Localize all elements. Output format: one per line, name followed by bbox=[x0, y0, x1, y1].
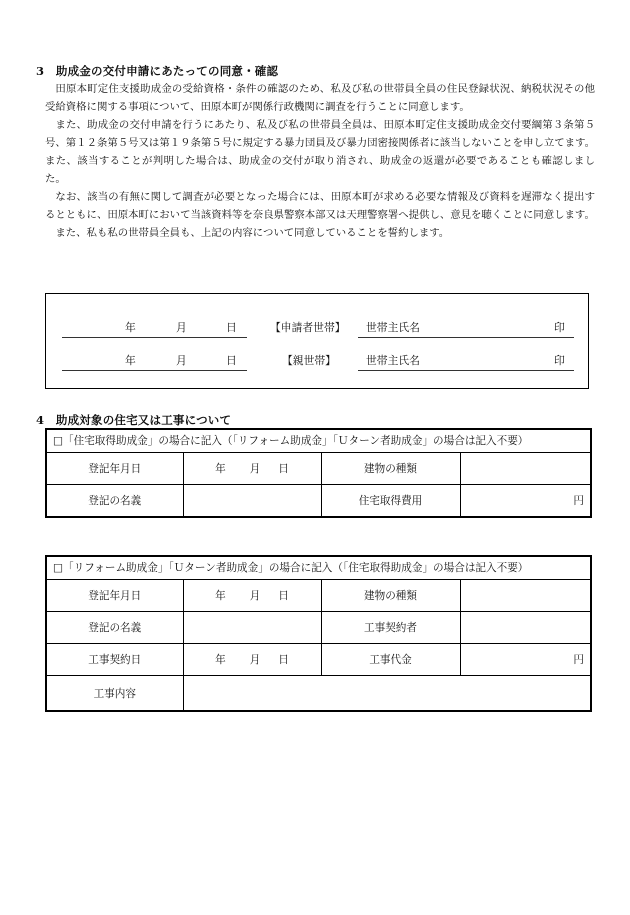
parent-month: 月 bbox=[176, 354, 187, 367]
parent-household-label: 【親世帯】 bbox=[282, 354, 336, 367]
month-label: 月 bbox=[249, 590, 261, 602]
acquisition-cost-label: 住宅取得費用 bbox=[321, 485, 460, 518]
registration-name-field[interactable] bbox=[183, 485, 321, 518]
registration-name-label: 登記の名義 bbox=[46, 485, 183, 518]
building-type-label: 建物の種類 bbox=[321, 580, 460, 612]
housing-acquisition-table bbox=[45, 428, 592, 518]
construction-cost-field[interactable] bbox=[460, 644, 591, 676]
parent-year: 年 bbox=[125, 354, 136, 367]
day-label: 日 bbox=[278, 654, 289, 666]
applicant-signature-row bbox=[62, 316, 574, 338]
yen-unit: 円 bbox=[573, 654, 585, 666]
contract-date-field[interactable] bbox=[183, 644, 321, 676]
day-label: 日 bbox=[278, 463, 289, 475]
parent-seal: 印 bbox=[554, 354, 565, 367]
applicant-seal: 印 bbox=[554, 321, 565, 334]
registration-date-field[interactable] bbox=[183, 580, 321, 612]
signature-box bbox=[45, 293, 589, 389]
parent-name-line[interactable] bbox=[358, 370, 574, 371]
building-type-label: 建物の種類 bbox=[321, 453, 460, 485]
section3-body bbox=[45, 80, 595, 242]
registration-date-field[interactable] bbox=[183, 453, 321, 485]
consent-paragraph-4: また、私も私の世帯員全員も、上記の内容について同意していることを誓約します。 bbox=[55, 227, 450, 239]
contractor-label: 工事契約者 bbox=[321, 612, 460, 644]
registration-date-label: 登記年月日 bbox=[46, 453, 183, 485]
contractor-field[interactable] bbox=[460, 612, 591, 644]
construction-cost-label: 工事代金 bbox=[321, 644, 460, 676]
parent-signature-row bbox=[62, 349, 574, 371]
registration-name-label: 登記の名義 bbox=[46, 612, 183, 644]
acquisition-cost-field[interactable] bbox=[460, 485, 591, 518]
registration-name-field[interactable] bbox=[183, 612, 321, 644]
year-label: 年 bbox=[215, 654, 226, 666]
applicant-day: 日 bbox=[226, 321, 237, 334]
applicant-date-line[interactable] bbox=[62, 337, 247, 338]
consent-paragraph-2: また、助成金の交付申請を行うにあたり、私及び私の世帯員全員は、田原本町定住支援助成金交付要綱第３条第５号、第１２条第５号又は第１９条第５号に規定する暴力団員及び暴力団密接関係者に該当しないことを申し立てます。また、該当することが判明した場合は、助成金の交付が取り消され、助成金の返還が必要であることも確認しました。 bbox=[45, 119, 595, 185]
month-label: 月 bbox=[249, 654, 261, 666]
yen-unit: 円 bbox=[573, 495, 585, 507]
applicant-month: 月 bbox=[176, 321, 187, 334]
month-label: 月 bbox=[249, 463, 261, 475]
applicant-year: 年 bbox=[125, 321, 136, 334]
year-label: 年 bbox=[215, 463, 226, 475]
consent-paragraph-3: なお、該当の有無に関して調査が必要となった場合には、田原本町が求める必要な情報及び資料を遅滞なく提出するとともに、田原本町において当該資料等を奈良県警察本部又は天理警察署へ提供し、意見を聴くことに同意します。 bbox=[45, 191, 595, 221]
building-type-field[interactable] bbox=[460, 453, 591, 485]
reform-uturn-table bbox=[45, 555, 592, 712]
section3-heading: 3 助成金の交付申請にあたっての同意・確認 bbox=[36, 64, 279, 78]
consent-paragraph-1: 田原本町定住支援助成金の受給資格・条件の確認のため、私及び私の世帯員全員の住民登録状況、納税状況その他受給資格に関する事項について、田原本町が関係行政機関に調査を行うことに同意します。 bbox=[45, 83, 595, 113]
building-type-field[interactable] bbox=[460, 580, 591, 612]
applicant-household-label: 【申請者世帯】 bbox=[270, 321, 346, 334]
construction-content-field[interactable] bbox=[183, 676, 591, 712]
construction-content-label: 工事内容 bbox=[46, 676, 183, 712]
parent-date-line[interactable] bbox=[62, 370, 247, 371]
reform-uturn-note: □「リフォーム助成金」「Ｕターン者助成金」の場合に記入（「住宅取得助成金」の場合は記入不要） bbox=[46, 556, 591, 580]
section4-heading: 4 助成対象の住宅又は工事について bbox=[36, 413, 232, 427]
applicant-head-name-label: 世帯主氏名 bbox=[366, 321, 420, 334]
parent-head-name-label: 世帯主氏名 bbox=[366, 354, 420, 367]
year-label: 年 bbox=[215, 590, 226, 602]
contract-date-label: 工事契約日 bbox=[46, 644, 183, 676]
housing-acquisition-note: □「住宅取得助成金」の場合に記入（「リフォーム助成金」「Ｕターン者助成金」の場合は記入不要） bbox=[46, 429, 591, 453]
registration-date-label: 登記年月日 bbox=[46, 580, 183, 612]
parent-day: 日 bbox=[226, 354, 237, 367]
applicant-name-line[interactable] bbox=[358, 337, 574, 338]
day-label: 日 bbox=[278, 590, 289, 602]
